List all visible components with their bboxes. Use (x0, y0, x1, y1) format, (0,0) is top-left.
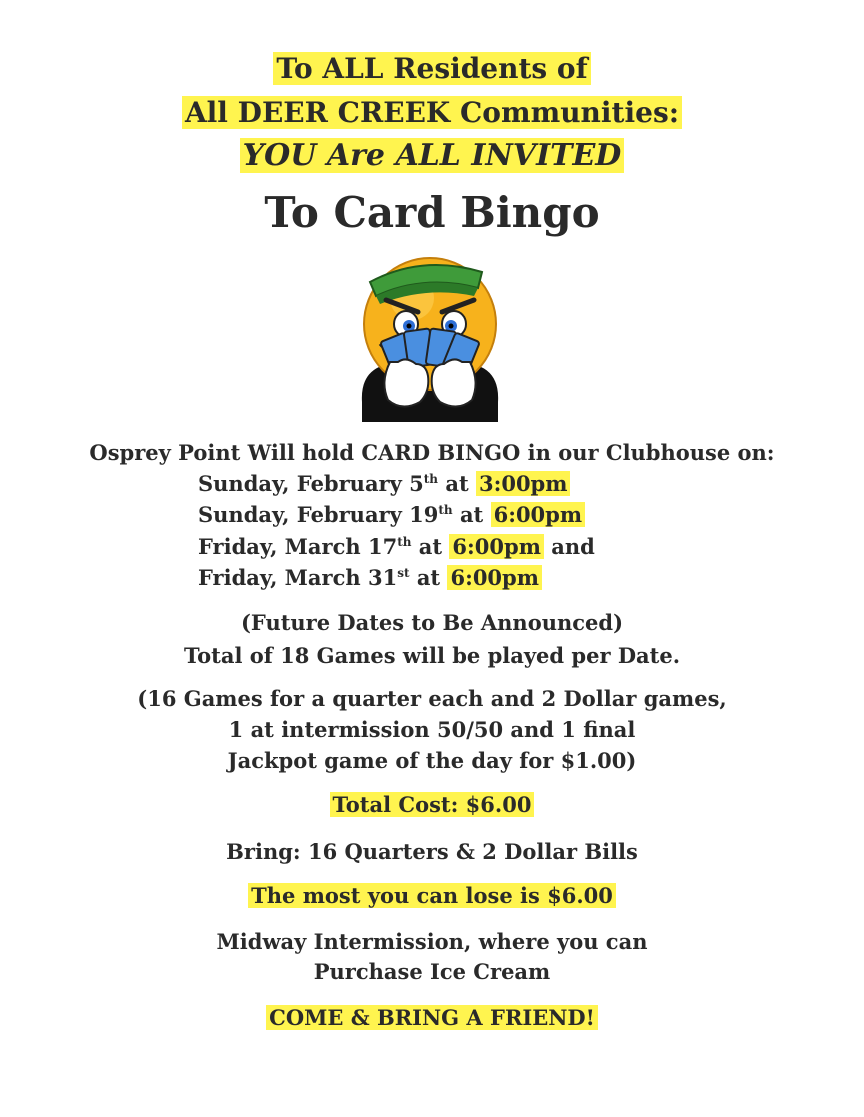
header-line-2: All DEER CREEK Communities: (182, 96, 682, 129)
intermission-line: Purchase Ice Cream (313, 959, 551, 984)
header-line-1: To ALL Residents of (273, 52, 590, 85)
details-line: 1 at intermission 50/50 and 1 final (228, 717, 636, 742)
page-title: To Card Bingo (264, 188, 600, 237)
card-player-emoji-icon (350, 252, 510, 424)
details-line: (16 Games for a quarter each and 2 Dollar games, (137, 686, 727, 711)
details-line: Jackpot game of the day for $1.00) (227, 748, 637, 773)
date-line: Sunday, February 19th at 6:00pm (198, 503, 718, 527)
date-line: Friday, March 17th at 6:00pm and (198, 534, 595, 559)
total-games-text: Total of 18 Games will be played per Date. (183, 643, 681, 668)
time-badge: 6:00pm (491, 502, 586, 527)
header-line-3: YOU Are ALL INVITED (240, 138, 625, 173)
future-dates-note: (Future Dates to Be Announced) (240, 610, 624, 635)
bring-text: Bring: 16 Quarters & 2 Dollar Bills (226, 839, 638, 864)
date-line: Sunday, February 5th at 3:00pm (198, 472, 718, 496)
announcement-text: Osprey Point Will hold CARD BINGO in our Clubhouse on: (89, 440, 775, 465)
closing-call: COME & BRING A FRIEND! (266, 1005, 598, 1030)
total-cost: Total Cost: $6.00 (330, 792, 535, 817)
time-badge: 6:00pm (447, 565, 542, 590)
time-badge: 3:00pm (476, 471, 571, 496)
max-loss-text: The most you can lose is $6.00 (248, 883, 616, 908)
time-badge: 6:00pm (449, 534, 544, 559)
intermission-line: Midway Intermission, where you can (216, 929, 648, 954)
date-line: Friday, March 31st at 6:00pm (198, 566, 718, 590)
